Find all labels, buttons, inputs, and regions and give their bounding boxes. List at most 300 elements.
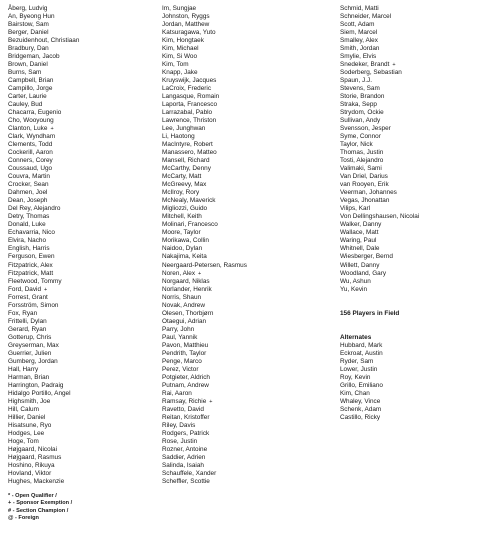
player-row (8, 462, 158, 470)
player-row (8, 382, 158, 390)
players-in-field-count: 156 Players in Field (340, 309, 400, 317)
player-name: Chacarra, Eugenio (8, 109, 62, 117)
player-row (8, 253, 158, 261)
player-name: Smalley, Alex (340, 37, 378, 45)
player-name: Veerman, Johannes (340, 189, 397, 197)
player-row (340, 125, 495, 133)
player-row (8, 101, 158, 109)
player-row (340, 93, 495, 101)
player-row (162, 125, 322, 133)
player-name: Campbell, Brian (8, 77, 54, 85)
player-name: Riley, Davis (162, 421, 196, 429)
player-row (8, 205, 158, 213)
player-name: Conners, Corey (8, 157, 53, 165)
player-name: Norlander, Henrik (162, 285, 212, 293)
player-name: Castillo, Ricky (340, 413, 381, 421)
player-name: McNealy, Maverick (162, 197, 216, 205)
player-row (8, 342, 158, 350)
player-row (8, 310, 158, 318)
player-row (8, 93, 158, 101)
player-row (162, 221, 322, 229)
player-row (8, 197, 158, 205)
exemption-symbol: + (209, 398, 213, 405)
player-row (162, 61, 322, 69)
player-name: Brown, Daniel (8, 61, 48, 69)
player-name: Hovland, Viktor (8, 469, 52, 477)
player-row (162, 189, 322, 197)
alternate-row (340, 398, 495, 406)
player-name: Hoge, Tom (8, 437, 39, 445)
player-name: Ford, David (8, 285, 42, 293)
player-name: Rodgers, Patrick (162, 429, 210, 437)
player-name: Schauffele, Xander (162, 469, 217, 477)
player-name: Vegas, Jhonattan (340, 197, 390, 205)
player-row (340, 221, 495, 229)
player-name: Gotterup, Chris (8, 333, 52, 341)
player-row (8, 245, 158, 253)
player-row (162, 454, 322, 462)
player-name: Kim, Michael (162, 45, 199, 53)
player-name: Willett, Danny (340, 261, 380, 269)
player-name: Li, Haotong (162, 133, 195, 141)
player-name: Morikawa, Collin (162, 237, 209, 245)
player-name: Cauley, Bud (8, 101, 43, 109)
player-row (340, 29, 495, 37)
player-name: Strydom, Ockie (340, 109, 384, 117)
player-name: Ramsay, Richie (162, 397, 207, 405)
player-row (340, 213, 495, 221)
player-row (162, 13, 322, 21)
player-row (8, 414, 158, 422)
player-row (162, 53, 322, 61)
player-row (8, 157, 158, 165)
player-name: Pendrith, Taylor (162, 349, 207, 357)
player-name: Stevens, Sam (340, 85, 380, 93)
player-row (8, 406, 158, 414)
player-row (340, 101, 495, 109)
player-name: Kim, Hongtaek (162, 37, 204, 45)
player-row (162, 294, 322, 302)
player-name: Syme, Connor (340, 133, 381, 141)
player-name: Salinda, Isaiah (162, 461, 204, 469)
player-name: Otaegui, Adrian (162, 317, 207, 325)
player-name: Neergaard-Petersen, Rasmus (162, 261, 247, 269)
player-name: Elvira, Nacho (8, 237, 47, 245)
player-name: Kim, Si Woo (162, 53, 198, 61)
player-row (162, 141, 322, 149)
player-name: Bradbury, Dan (8, 45, 49, 53)
player-name: Scott, Adam (340, 21, 375, 29)
player-name: Thomas, Justin (340, 149, 384, 157)
player-row (8, 262, 158, 270)
player-row (162, 149, 322, 157)
player-name: Bridgeman, Jacob (8, 53, 60, 61)
player-row (162, 197, 322, 205)
player-name: Von Dellingshausen, Nicolai (340, 213, 420, 221)
player-row (8, 398, 158, 406)
player-row (340, 181, 495, 189)
player-name: Yu, Kevin (340, 285, 368, 293)
player-name: Novak, Andrew (162, 301, 205, 309)
player-row (340, 61, 495, 69)
player-name: Walker, Danny (340, 221, 382, 229)
player-name: Putnam, Andrew (162, 381, 209, 389)
player-row (162, 286, 322, 294)
player-name: Hughes, Mackenzie (8, 477, 65, 485)
player-name: Manassero, Matteo (162, 149, 217, 157)
player-row (8, 133, 158, 141)
player-row (340, 77, 495, 85)
player-row (162, 77, 322, 85)
player-name: Hodges, Lee (8, 429, 45, 437)
player-name: Knapp, Jake (162, 69, 198, 77)
player-name: Taylor, Nick (340, 141, 373, 149)
player-list-3 (340, 5, 495, 294)
alternate-row (340, 382, 495, 390)
player-row (162, 157, 322, 165)
alternate-row (340, 342, 495, 350)
player-row (8, 334, 158, 342)
player-row (162, 310, 322, 318)
player-name: Forrest, Grant (8, 293, 48, 301)
player-row (162, 45, 322, 53)
player-row (340, 37, 495, 45)
player-name: Donald, Luke (8, 221, 46, 229)
player-name: Coussaud, Ugo (8, 165, 53, 173)
player-row (162, 262, 322, 270)
player-name: Johnston, Ryggs (162, 13, 210, 21)
player-name: An, Byeong Hun (8, 13, 55, 21)
player-row (162, 69, 322, 77)
player-name: Kim, Tom (162, 61, 189, 69)
player-name: Kruyswijk, Jacques (162, 77, 217, 85)
player-name: McIlroy, Rory (162, 189, 200, 197)
player-name: Saddier, Adrien (162, 453, 206, 461)
player-name: Tosti, Alejandro (340, 157, 384, 165)
player-name: McCarthy, Denny (162, 165, 211, 173)
legend-open-qualifier: * - Open Qualifier / (8, 493, 57, 499)
player-row (162, 374, 322, 382)
player-row (8, 173, 158, 181)
player-name: Del Rey, Alejandro (8, 205, 61, 213)
player-row (162, 358, 322, 366)
player-row (340, 141, 495, 149)
player-row (8, 278, 158, 286)
player-row (340, 21, 495, 29)
player-row (8, 446, 158, 454)
player-name: Clanton, Luke (8, 125, 48, 133)
player-name: Wiesberger, Bernd (340, 253, 393, 261)
player-name: LaCroix, Frederic (162, 85, 212, 93)
player-name: Lawrence, Thriston (162, 117, 217, 125)
player-column-3 (340, 5, 495, 422)
player-name: English, Harris (8, 245, 50, 253)
player-name: Wu, Ashun (340, 277, 371, 285)
player-row (162, 37, 322, 45)
player-name: Schenk, Adam (340, 405, 382, 413)
player-name: Waring, Paul (340, 237, 377, 245)
player-row (8, 85, 158, 93)
player-name: Campillo, Jorge (8, 85, 53, 93)
player-row (8, 366, 158, 374)
player-name: Schmid, Matti (340, 5, 379, 12)
player-row (162, 133, 322, 141)
player-row (8, 438, 158, 446)
player-row (8, 358, 158, 366)
player-name: Ryder, Sam (340, 357, 374, 365)
player-row (340, 85, 495, 93)
exemption-symbol: + (392, 62, 396, 69)
player-row (8, 165, 158, 173)
player-name: Couvra, Martin (8, 173, 50, 181)
player-name: Fleetwood, Tommy (8, 277, 62, 285)
player-name: Højgaard, Nicolai (8, 445, 58, 453)
player-row (162, 422, 322, 430)
player-name: Storie, Brandon (340, 93, 385, 101)
player-row (340, 117, 495, 125)
player-row (340, 197, 495, 205)
player-name: Forsström, Simon (8, 301, 59, 309)
player-name: Whaley, Vince (340, 397, 381, 405)
player-row (8, 109, 158, 117)
player-row (8, 229, 158, 237)
player-row (162, 85, 322, 93)
player-row (162, 101, 322, 109)
player-row (162, 382, 322, 390)
player-name: Burns, Sam (8, 69, 42, 77)
player-row (8, 374, 158, 382)
player-name: Rozner, Antoine (162, 445, 208, 453)
player-row (340, 69, 495, 77)
player-row (340, 53, 495, 61)
player-row (162, 109, 322, 117)
player-name: Harrington, Padraig (8, 381, 64, 389)
player-name: Lee, Junghwan (162, 125, 206, 133)
player-row (162, 350, 322, 358)
player-row (340, 13, 495, 21)
player-name: Cho, Wooyoung (8, 117, 54, 125)
player-name: Bairstow, Sam (8, 21, 49, 29)
player-name: Smylie, Elvis (340, 53, 377, 61)
player-name: Mitchell, Keith (162, 213, 202, 221)
player-name: Detry, Thomas (8, 213, 50, 221)
player-row (162, 390, 322, 398)
player-name: Ravetto, David (162, 405, 204, 413)
player-row (8, 189, 158, 197)
alternate-row (340, 414, 495, 422)
player-row (162, 21, 322, 29)
player-name: Paul, Yannik (162, 333, 198, 341)
player-row (340, 45, 495, 53)
player-row (340, 278, 495, 286)
exemption-symbol: + (44, 286, 48, 293)
exemption-symbol: + (198, 270, 202, 277)
player-name: van Rooyen, Erik (340, 181, 389, 189)
player-name: Norgaard, Niklas (162, 277, 210, 285)
player-row (8, 37, 158, 45)
player-row (340, 173, 495, 181)
player-name: Lower, Justin (340, 365, 378, 373)
player-row (340, 245, 495, 253)
player-row (8, 29, 158, 37)
player-name: Langasque, Romain (162, 93, 220, 101)
player-name: Wallace, Matt (340, 229, 379, 237)
player-name: Fox, Ryan (8, 309, 38, 317)
player-name: Hubbard, Mark (340, 341, 383, 349)
player-row (162, 462, 322, 470)
player-name: Bezuidenhout, Christiaan (8, 37, 80, 45)
player-name: Svensson, Jesper (340, 125, 391, 133)
player-row (8, 213, 158, 221)
exemption-symbol: + (50, 126, 54, 133)
player-name: Hall, Harry (8, 365, 39, 373)
player-row (162, 245, 322, 253)
player-row (8, 302, 158, 310)
player-row (162, 5, 322, 13)
player-name: Clark, Wyndham (8, 133, 56, 141)
player-name: Rose, Justin (162, 437, 198, 445)
player-row (162, 470, 322, 478)
player-name: Roy, Kevin (340, 373, 371, 381)
player-row (8, 141, 158, 149)
player-name: Snedeker, Brandt (340, 61, 390, 69)
legend-section-champion: # - Section Champion / (8, 507, 69, 514)
player-row (162, 213, 322, 221)
player-row (340, 237, 495, 245)
player-name: Ferguson, Ewen (8, 253, 55, 261)
player-row (162, 29, 322, 37)
player-name: Sullivan, Andy (340, 117, 381, 125)
alternate-row (340, 358, 495, 366)
player-name: Jordan, Matthew (162, 21, 210, 29)
player-name: Noren, Alex (162, 269, 196, 277)
player-name: McCarty, Matt (162, 173, 202, 181)
player-name: Nakajima, Keita (162, 253, 207, 261)
player-name: Molinari, Francesco (162, 221, 218, 229)
player-name: Åberg, Ludvig (8, 5, 48, 12)
player-name: Fitzpatrick, Alex (8, 261, 53, 269)
player-row (162, 229, 322, 237)
player-name: Larrazabal, Pablo (162, 109, 213, 117)
player-name: Siem, Marcel (340, 29, 378, 37)
player-name: Hidalgo Portillo, Angel (8, 389, 71, 397)
player-row (340, 286, 495, 294)
player-name: Frittelli, Dylan (8, 317, 47, 325)
player-row (162, 326, 322, 334)
player-name: Norris, Shaun (162, 293, 202, 301)
player-name: Scheffler, Scottie (162, 477, 210, 485)
player-name: Valimaki, Sami (340, 165, 382, 173)
player-name: Mansell, Richard (162, 157, 210, 165)
player-row (340, 149, 495, 157)
player-name: Van Driel, Darius (340, 173, 388, 181)
player-name: Hill, Calum (8, 405, 39, 413)
player-row (162, 446, 322, 454)
player-name: Hisatsune, Ryo (8, 421, 52, 429)
player-column-2 (162, 5, 322, 486)
player-name: Penge, Marco (162, 357, 202, 365)
player-row (162, 438, 322, 446)
player-row (8, 117, 158, 125)
player-row (340, 5, 495, 13)
player-name: Rai, Aaron (162, 389, 192, 397)
player-name: Smith, Jordan (340, 45, 380, 53)
player-name: Cockerill, Aaron (8, 149, 53, 157)
player-name: Schneider, Marcel (340, 13, 392, 21)
player-row (162, 270, 322, 278)
player-row (8, 270, 158, 278)
player-row (162, 205, 322, 213)
player-row (8, 149, 158, 157)
player-name: Clements, Todd (8, 141, 53, 149)
player-row (162, 278, 322, 286)
player-name: Dahmen, Joel (8, 189, 48, 197)
player-name: Carter, Laurie (8, 93, 47, 101)
player-name: Grillo, Emiliano (340, 381, 383, 389)
player-name: Greyserman, Max (8, 341, 59, 349)
player-row (162, 302, 322, 310)
player-row (8, 53, 158, 61)
alternates-heading: Alternates (340, 333, 372, 341)
player-name: Gumberg, Jordan (8, 357, 58, 365)
player-row (8, 181, 158, 189)
player-row (8, 21, 158, 29)
player-row (162, 181, 322, 189)
player-name: Harman, Brian (8, 373, 50, 381)
player-row (162, 173, 322, 181)
player-row (162, 318, 322, 326)
player-name: Hoshino, Rikuya (8, 461, 55, 469)
player-row (8, 221, 158, 229)
player-row (162, 117, 322, 125)
player-name: Perez, Victor (162, 365, 199, 373)
player-name: Eckroat, Austin (340, 349, 383, 357)
player-name: Whitnell, Dale (340, 245, 380, 253)
player-name: Naidoo, Dylan (162, 245, 203, 253)
player-name: Gerard, Ryan (8, 325, 47, 333)
player-name: Kim, Chan (340, 389, 370, 397)
alternate-row (340, 350, 495, 358)
player-row (340, 165, 495, 173)
player-name: Spaun, J.J. (340, 77, 372, 85)
player-row (8, 125, 158, 133)
player-row (162, 165, 322, 173)
player-row (8, 390, 158, 398)
player-row (162, 398, 322, 406)
player-name: Moore, Taylor (162, 229, 201, 237)
player-name: Laporta, Francesco (162, 101, 218, 109)
player-row (8, 13, 158, 21)
player-row (162, 406, 322, 414)
player-name: Berger, Daniel (8, 29, 49, 37)
player-name: Woodland, Gary (340, 269, 387, 277)
player-row (340, 262, 495, 270)
player-row (8, 350, 158, 358)
player-name: Fitzpatrick, Matt (8, 269, 54, 277)
player-name: Echavarria, Nico (8, 229, 55, 237)
player-name: Straka, Sepp (340, 101, 377, 109)
player-row (8, 454, 158, 462)
player-row (8, 45, 158, 53)
legend-sponsor-exemption: + - Sponsor Exemption / (8, 500, 73, 507)
player-row (340, 270, 495, 278)
alternate-row (340, 366, 495, 374)
player-row (162, 430, 322, 438)
player-name: Potgieter, Aldrich (162, 373, 210, 381)
player-name: Guerrier, Julien (8, 349, 52, 357)
legend-foreign: @ - Foreign (8, 515, 39, 522)
player-name: McGreevy, Max (162, 181, 207, 189)
